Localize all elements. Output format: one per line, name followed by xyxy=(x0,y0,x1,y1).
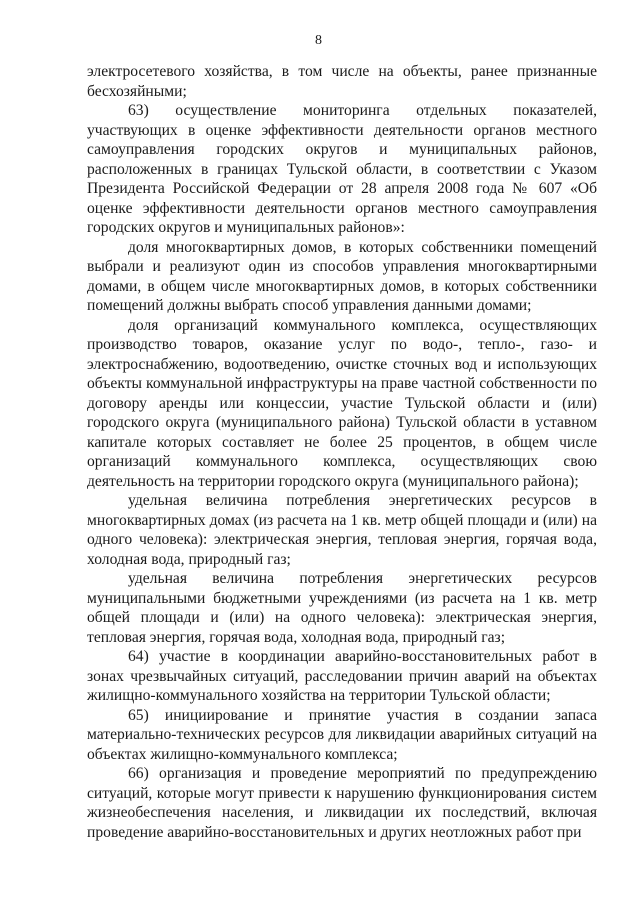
paragraph-item-66: 66) организация и проведение мероприятий по предупреждению ситуаций, которые могут привести к нарушению функционирования систем жизнеобеспечения населения, и ликвидации их последствий, включая проведение аварийно-восстановительных и других неотложных работ при xyxy=(87,765,597,841)
document-body xyxy=(87,62,597,842)
paragraph-item-64: 64) участие в координации аварийно-восстановительных работ в зонах чрезвычайных ситуаций, расследовании причин аварий на объектах жилищно-коммунального хозяйства на территории Тульской области; xyxy=(87,648,597,704)
paragraph-item-63: 63) осуществление мониторинга отдельных показателей, участвующих в оценке эффективности деятельности органов местного самоуправления городских округов и муниципальных районов, расположенных в границах Тульской области, в соответствии с Указом Президента Российской Федерации от 28 апреля 2008 года № 607 «Об оценке эффективности деятельности органов местного самоуправления городских округов и муниципальных районов»: xyxy=(87,102,597,236)
paragraph-item-65: 65) инициирование и принятие участия в создании запаса материально-технических ресурсов для ликвидации аварийных ситуаций на объектах жилищно-коммунального комплекса; xyxy=(87,706,597,763)
paragraph-indicator-organizations-share: доля организаций коммунального комплекса, осуществляющих производство товаров, оказание услуг по водо-, тепло-, газо- и электроснабжению, водоотведению, очистке сточных вод и использующих объекты коммунальной инфраструктуры на праве частной собственности по договору аренды или концессии, участие Тульской области и (или) городского округа (муниципального района) Тульской области в уставном капитале которых составляет не более 25 процентов, в общем числе организаций коммунального комплекса, осуществляющих свою деятельность на территории городского округа (муниципального района); xyxy=(87,316,597,490)
paragraph-continuation: электросетевого хозяйства, в том числе на объекты, ранее признанные бесхозяйными; xyxy=(87,63,597,100)
paragraph-indicator-housing-share: доля многоквартирных домов, в которых собственники помещений выбрали и реализуют один из способов управления многоквартирными домами, в общем числе многоквартирных домов, в которых собственники помещений должны выбрать способ управления данными домами; xyxy=(87,238,597,314)
paragraph-indicator-energy-housing: удельная величина потребления энергетических ресурсов в многоквартирных домах (из расчета на 1 кв. метр общей площади и (или) на одного человека): электрическая энергия, тепловая энергия, горячая вода, холодная вода, природный газ; xyxy=(87,492,597,568)
page-number: 8 xyxy=(315,33,322,48)
paragraph-indicator-energy-institutions: удельная величина потребления энергетических ресурсов муниципальными бюджетными учреждениями (из расчета на 1 кв. метр общей площади и (или) на одного человека): электрическая энергия, тепловая энергия, горячая вода, холодная вода, природный газ; xyxy=(87,570,597,646)
